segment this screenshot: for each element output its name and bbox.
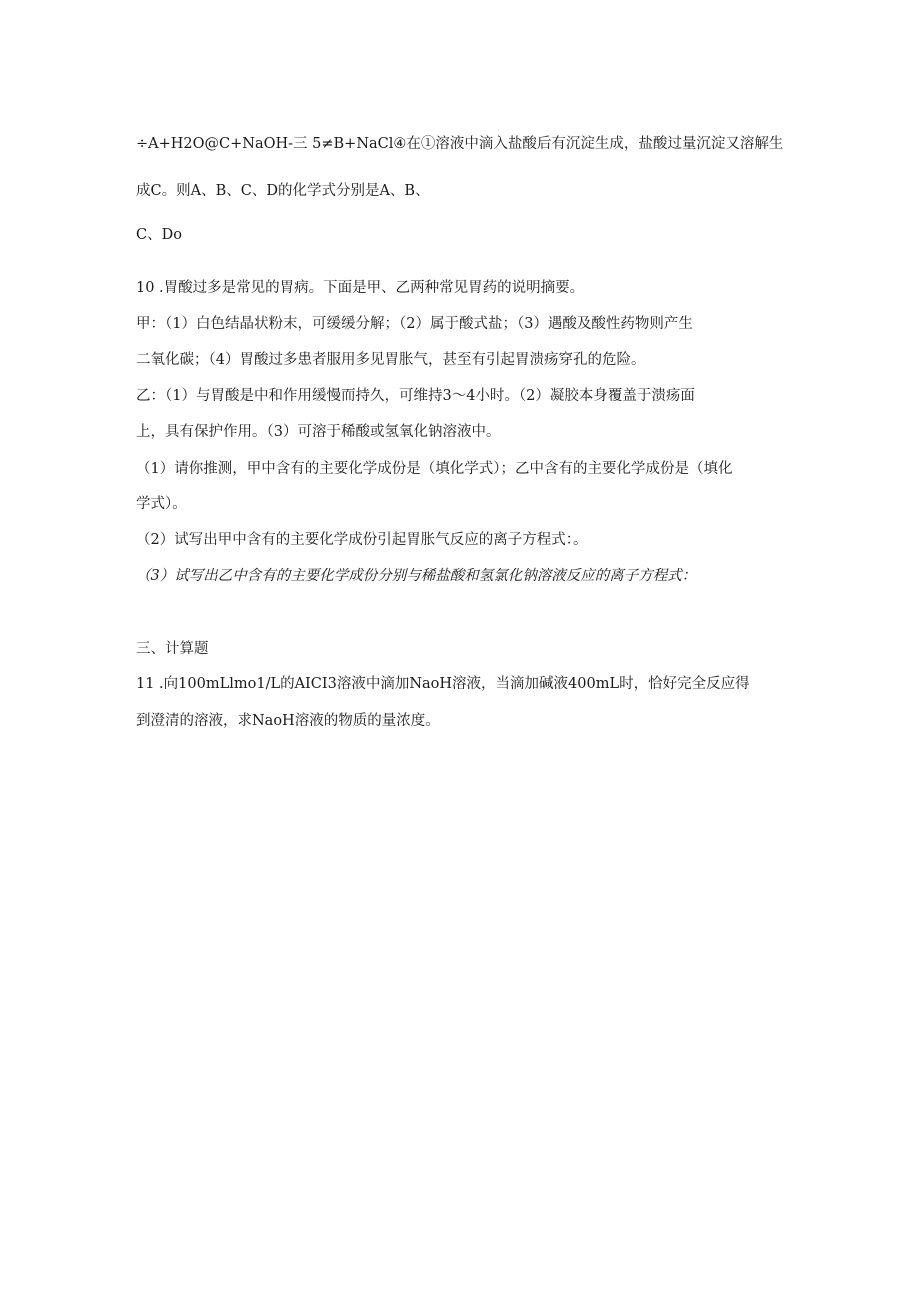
q11-line-2: 到澄清的溶液，求NaoH溶液的物质的量浓度。 [136,713,440,729]
q10-sub1-line-2: 学式）。 [136,496,187,512]
q10-jia-line-2: 二氧化碳；（4）胃酸过多患者服用多见胃胀气，甚至有引起胃溃疡穿孔的危险。 [136,352,646,368]
q11-line-1: 11 .向100mLlmo1/L的AICI3溶液中滴加NaoH溶液，当滴加碱液400mL时，恰好完全反应得 [136,676,750,692]
q10-jia-line-1: 甲：（1）白色结晶状粉末，可缓缓分解；（2）属于酸式盐；（3）遇酸及酸性药物则产生 [136,316,693,332]
q10-sub2: （2）试写出甲中含有的主要化学成份引起胃胀气反应的离子方程式：。 [136,532,588,548]
q9-line-1: ÷A+H2O@C+NaOH-三 5≠B+NaCl④在①溶液中滴入盐酸后有沉淀生成，盐酸过量沉淀又溶解生 [136,136,784,152]
q9-line-2: 成C。则A、B、C、D的化学式分别是A、B、 [136,183,430,199]
q10-sub1-line-1: （1）请你推测，甲中含有的主要化学成份是（填化学式）；乙中含有的主要化学成份是（填化 [136,461,733,477]
q10-intro: 10 .胃酸过多是常见的胃病。下面是甲、乙两种常见胃药的说明摘要。 [136,280,585,296]
q10-yi-line-1: 乙：（1）与胃酸是中和作用缓慢而持久，可维持3～4小时。（2）凝胶本身覆盖于溃疡面 [136,388,695,404]
q9-line-3: C、Do [136,227,182,243]
q10-yi-line-2: 上，具有保护作用。（3）可溶于稀酸或氢氧化钠溶液中。 [136,424,501,440]
q10-sub3: （3）试写出乙中含有的主要化学成份分别与稀盐酸和氢氯化钠溶液反应的离子方程式： [136,568,697,584]
section-heading: 三、计算题 [136,641,209,657]
